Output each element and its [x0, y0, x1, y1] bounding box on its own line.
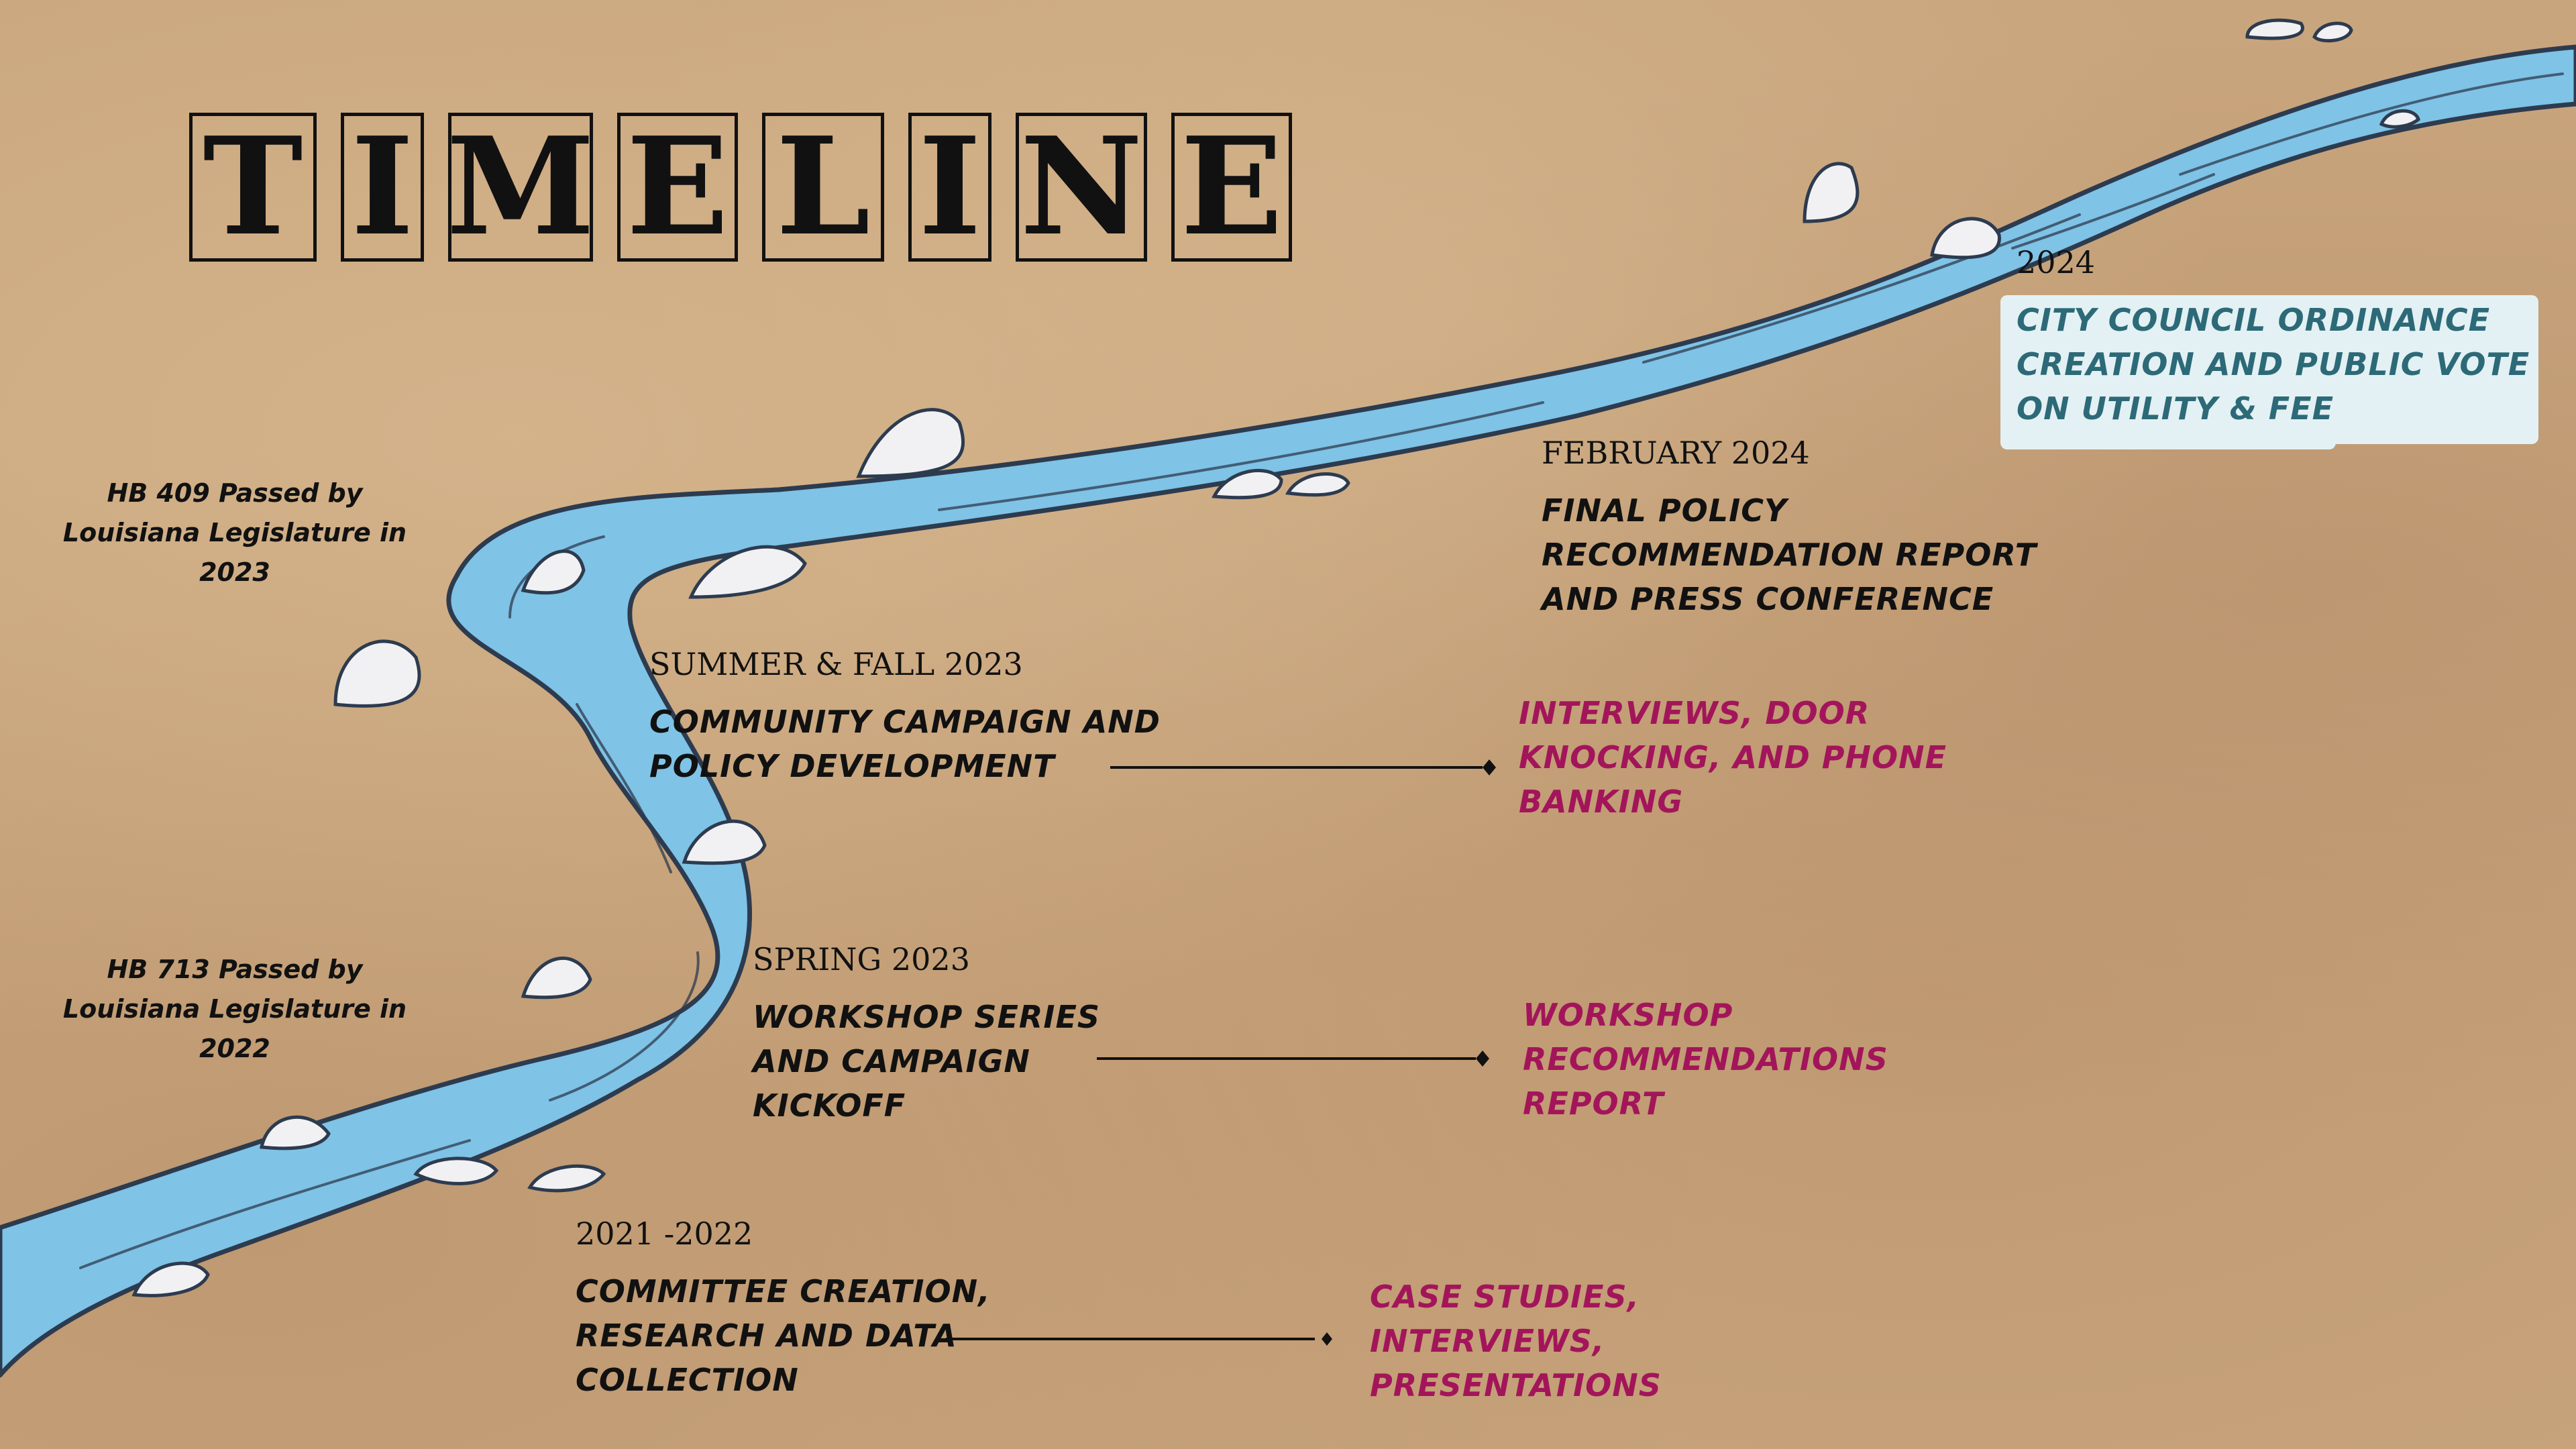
stage-date: FEBRUARY 2024 [1542, 435, 1810, 471]
stage-heading: COMMUNITY CAMPAIGN AND POLICY DEVELOPMENT [649, 704, 1161, 784]
stage-committee-creation [576, 1216, 991, 1402]
stage-date: 2024 [2017, 244, 2096, 280]
title-letter: E [617, 113, 738, 262]
title-letter: M [446, 108, 595, 266]
title-letter: I [341, 113, 424, 262]
rock [1932, 219, 1999, 258]
stage-outcome: INTERVIEWS, DOOR KNOCKING, AND PHONE BANKING [1519, 695, 1947, 820]
side-note-hb713: HB 713 Passed by Louisiana Legislature in 2022 [62, 955, 407, 1063]
title-letter: L [762, 113, 884, 262]
connector-stars [1322, 759, 1496, 1346]
stage-date: SUMMER & FALL 2023 [649, 646, 1023, 682]
stage-heading: WORKSHOP SERIES AND CAMPAIGN KICKOFF [753, 999, 1101, 1124]
rock [530, 1166, 604, 1191]
stage-city-council [2017, 244, 2530, 431]
rock [1288, 474, 1348, 494]
title-letter: T [189, 113, 317, 262]
stage-date: 2021 -2022 [576, 1216, 753, 1252]
stage-heading: CITY COUNCIL ORDINANCE CREATION AND PUBLIC VOTE ON UTILITY & FEE [2017, 302, 2530, 427]
stage-workshop-series [753, 941, 1100, 1128]
timeline-title [189, 108, 1292, 266]
stage-final-policy [1542, 435, 2037, 621]
stage-heading: FINAL POLICY RECOMMENDATION REPORT AND PRESS CONFERENCE [1542, 492, 2037, 617]
stage-outcome: CASE STUDIES, INTERVIEWS, PRESENTATIONS [1370, 1279, 1662, 1403]
stage-outcome: WORKSHOP RECOMMENDATIONS REPORT [1523, 997, 1888, 1122]
rock [335, 641, 419, 706]
title-letter: E [1171, 113, 1292, 262]
rock [859, 410, 963, 476]
stage-date: SPRING 2023 [753, 941, 970, 977]
rock [523, 958, 590, 997]
rock [2247, 20, 2302, 38]
rock [2314, 23, 2351, 41]
title-letter: N [1016, 113, 1147, 262]
title-letter: I [908, 113, 991, 262]
rock [1805, 164, 1858, 221]
stage-community-campaign [649, 646, 1161, 788]
side-note-hb409: HB 409 Passed by Louisiana Legislature in 2023 [62, 478, 407, 587]
star-icon [1483, 759, 1496, 775]
star-icon [1322, 1332, 1332, 1346]
stage-heading: COMMITTEE CREATION, RESEARCH AND DATA COLLECTION [576, 1273, 991, 1398]
star-icon [1476, 1051, 1489, 1067]
